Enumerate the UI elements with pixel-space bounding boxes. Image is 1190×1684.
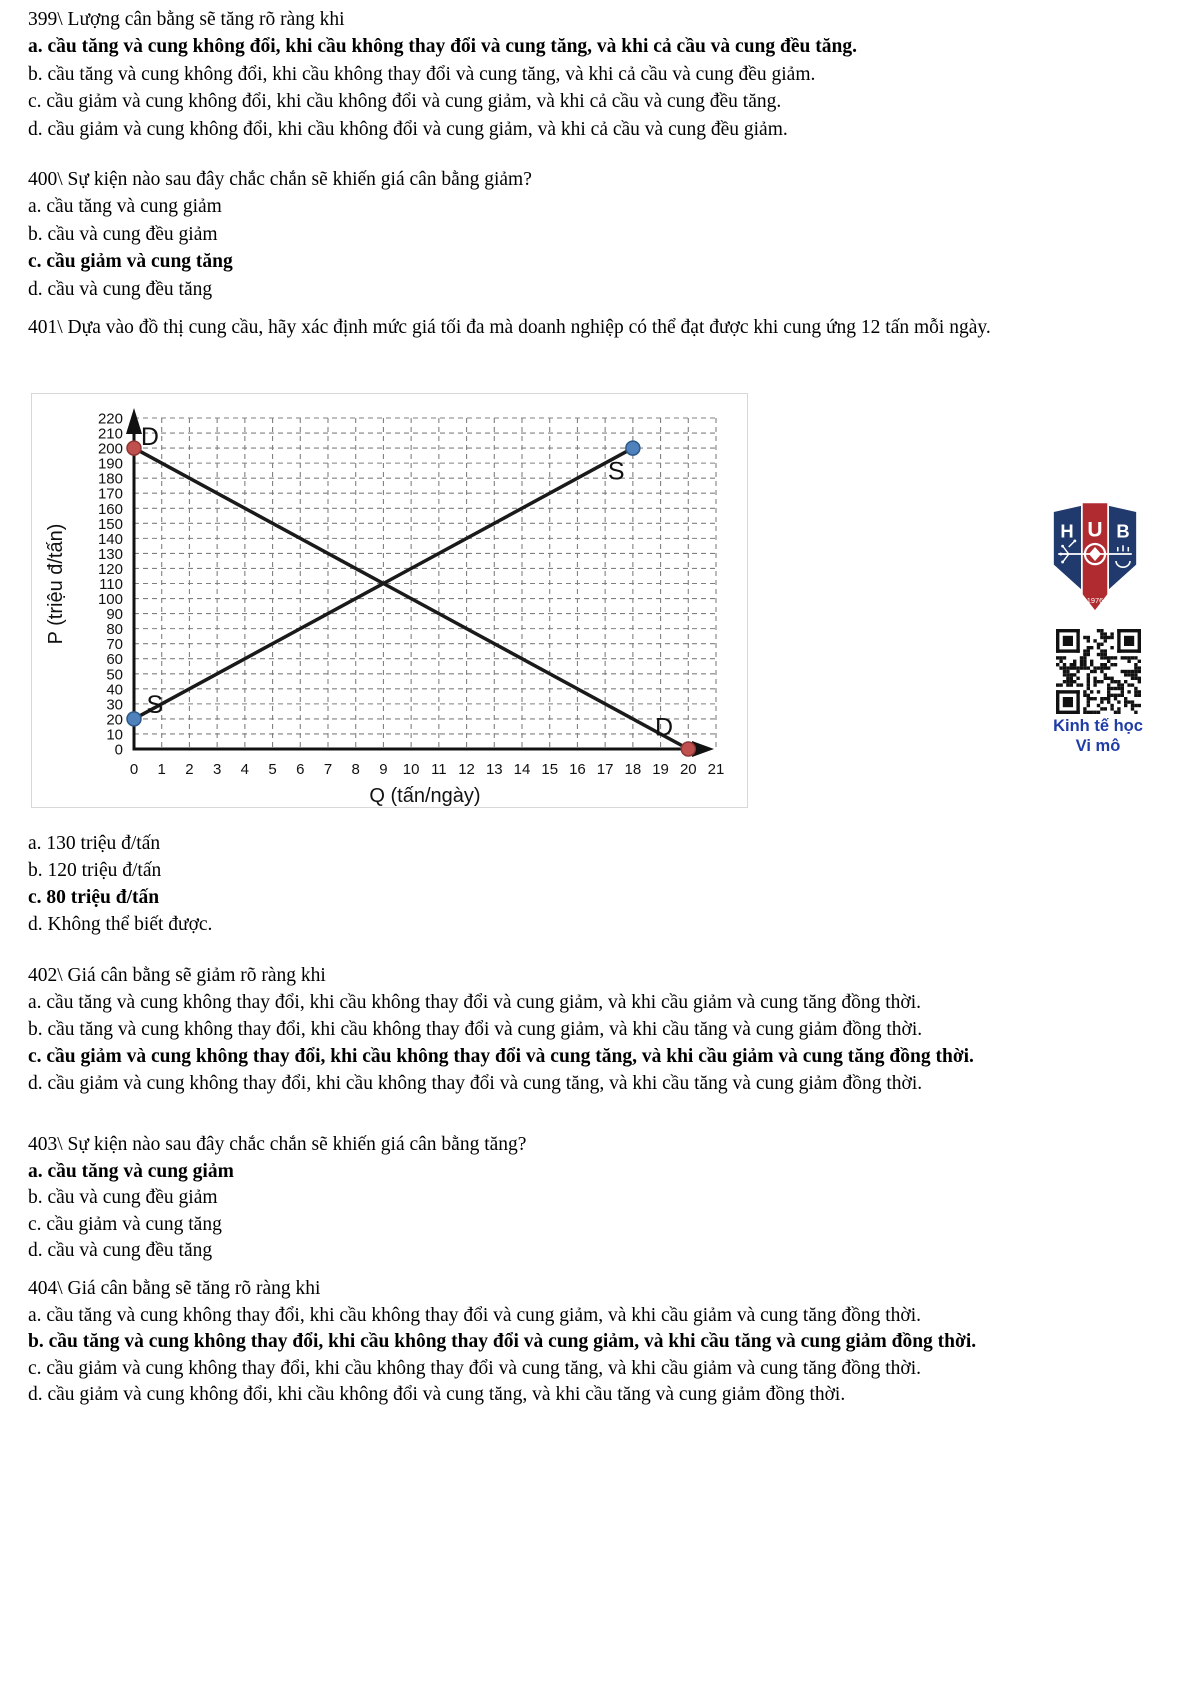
answer-option-a: a. cầu tăng và cung không thay đổi, khi cầu không thay đổi và cung giảm, và khi cầu giảm và cung tăng đồng thời. <box>28 992 922 1013</box>
svg-text:80: 80 <box>106 621 123 639</box>
answer-option-d: d. cầu và cung đều tăng <box>28 1240 213 1261</box>
question-title: 402\ Giá cân bằng sẽ giảm rõ ràng khi <box>28 965 326 986</box>
svg-text:120: 120 <box>97 560 123 578</box>
svg-text:0: 0 <box>114 741 123 759</box>
question-block-403 <box>28 1132 1074 1265</box>
svg-text:130: 130 <box>97 545 123 563</box>
svg-text:1: 1 <box>157 761 166 778</box>
course-caption-line2: Vi mô <box>1075 737 1121 755</box>
answer-option-c: c. cầu giảm và cung không thay đổi, khi cầu không thay đổi và cung tăng, và khi cầu giảm và cung tăng đồng thời. <box>28 1357 922 1379</box>
svg-text:200: 200 <box>97 440 123 458</box>
svg-text:15: 15 <box>541 761 559 778</box>
svg-text:13: 13 <box>485 761 503 778</box>
svg-text:S: S <box>146 690 164 719</box>
svg-text:70: 70 <box>106 636 123 654</box>
svg-text:40: 40 <box>106 681 123 699</box>
svg-text:220: 220 <box>97 410 123 428</box>
svg-text:14: 14 <box>513 761 531 778</box>
svg-text:P (triệu đ/tấn): P (triệu đ/tấn) <box>45 523 67 645</box>
chart-svg <box>32 394 747 807</box>
svg-text:5: 5 <box>268 761 277 778</box>
svg-text:16: 16 <box>569 761 586 778</box>
course-caption <box>1008 716 1188 756</box>
svg-text:180: 180 <box>97 470 123 488</box>
answer-option-c: c. cầu giảm và cung không đổi, khi cầu không đổi và cung giảm, và khi cả cầu và cung đều tăng. <box>28 91 782 113</box>
svg-text:100: 100 <box>97 591 123 609</box>
course-caption-line1: Kinh tế học <box>1053 717 1143 735</box>
svg-text:170: 170 <box>97 485 123 503</box>
svg-text:90: 90 <box>106 606 123 624</box>
question-title: 400\ Sự kiện nào sau đây chắc chắn sẽ khiến giá cân bằng giảm? <box>28 169 532 190</box>
svg-text:Q (tấn/ngày): Q (tấn/ngày) <box>369 785 481 807</box>
question-title: 403\ Sự kiện nào sau đây chắc chắn sẽ khiến giá cân bằng tăng? <box>28 1134 527 1155</box>
svg-text:3: 3 <box>212 761 222 778</box>
answer-option-c: c. cầu giảm và cung tăng <box>28 251 233 273</box>
logo-letter-u: U <box>1087 518 1103 542</box>
answer-option-a: a. cầu tăng và cung không thay đổi, khi cầu không thay đổi và cung giảm, và khi cầu giảm và cung tăng đồng thời. <box>28 1304 922 1326</box>
answer-option-c: c. 80 triệu đ/tấn <box>28 887 160 908</box>
question-block-401-title <box>28 314 1074 341</box>
answer-option-b: b. cầu tăng và cung không thay đổi, khi cầu không thay đổi và cung giảm, và khi cầu tăng và cung giảm đồng thời. <box>28 1019 923 1040</box>
answer-option-d: d. Không thể biết được. <box>28 914 213 935</box>
answer-option-d: d. cầu giảm và cung không đổi, khi cầu không đổi và cung tăng, và khi cầu tăng và cung giảm đồng thời. <box>28 1384 846 1405</box>
answer-option-b: b. cầu tăng và cung không thay đổi, khi cầu không thay đổi và cung giảm, và khi cầu tăng và cung giảm đồng thời. <box>28 1331 977 1352</box>
question-block-400 <box>28 166 1074 303</box>
svg-text:10: 10 <box>402 761 420 778</box>
answer-option-a: a. cầu tăng và cung giảm <box>28 196 222 218</box>
svg-text:0: 0 <box>129 761 139 778</box>
question-block-404 <box>28 1276 1074 1409</box>
svg-text:21: 21 <box>707 761 725 778</box>
answer-option-a: a. 130 triệu đ/tấn <box>28 833 161 854</box>
svg-text:150: 150 <box>97 515 123 533</box>
svg-text:190: 190 <box>97 455 123 473</box>
question-block-402 <box>28 962 1074 1097</box>
svg-text:17: 17 <box>596 761 614 778</box>
svg-text:2: 2 <box>185 761 194 778</box>
svg-text:4: 4 <box>240 761 250 778</box>
svg-text:D: D <box>140 423 159 452</box>
svg-text:7: 7 <box>323 761 333 778</box>
answer-option-d: d. cầu và cung đều tăng <box>28 278 213 300</box>
logo-left-panel <box>1054 506 1081 589</box>
answer-option-c: c. cầu giảm và cung không thay đổi, khi cầu không thay đổi và cung tăng, và khi cầu giảm và cung tăng đồng thời. <box>28 1046 974 1067</box>
answer-option-d: d. cầu giảm và cung không thay đổi, khi cầu không thay đổi và cung tăng, và khi cầu tăng và cung giảm đồng thời. <box>28 1073 923 1094</box>
svg-text:6: 6 <box>296 761 305 778</box>
logo-year: 1976 <box>1086 596 1104 606</box>
svg-text:50: 50 <box>106 666 123 684</box>
svg-text:110: 110 <box>99 576 123 593</box>
svg-text:20: 20 <box>106 711 123 729</box>
svg-text:11: 11 <box>431 761 447 778</box>
question-block-401-options <box>28 830 1074 938</box>
answer-option-b: b. cầu và cung đều giảm <box>28 223 218 245</box>
svg-text:10: 10 <box>106 726 123 744</box>
svg-text:30: 30 <box>106 696 123 714</box>
svg-text:20: 20 <box>679 761 697 778</box>
svg-text:8: 8 <box>351 761 360 778</box>
svg-text:19: 19 <box>652 761 669 778</box>
svg-text:210: 210 <box>97 425 123 443</box>
hub-university-logo <box>1051 498 1139 625</box>
svg-text:D: D <box>655 713 674 742</box>
question-title: 399\ Lượng cân bằng sẽ tăng rõ ràng khi <box>28 9 345 30</box>
answer-option-d: d. cầu giảm và cung không đổi, khi cầu không đổi và cung giảm, và khi cả cầu và cung đều giảm. <box>28 118 788 140</box>
supply-demand-chart <box>31 393 748 808</box>
svg-text:9: 9 <box>379 761 388 778</box>
svg-text:60: 60 <box>106 651 123 669</box>
question-block-399 <box>28 6 1074 143</box>
answer-option-b: b. cầu tăng và cung không đổi, khi cầu không thay đổi và cung tăng, và khi cả cầu và cung đều giảm. <box>28 63 816 85</box>
qr-code-svg <box>1056 629 1141 714</box>
svg-text:18: 18 <box>624 761 642 778</box>
svg-text:12: 12 <box>458 761 475 778</box>
answer-option-a: a. cầu tăng và cung giảm <box>28 1160 234 1182</box>
svg-text:S: S <box>607 457 625 486</box>
svg-text:140: 140 <box>97 530 123 548</box>
question-title: 404\ Giá cân bằng sẽ tăng rõ ràng khi <box>28 1278 321 1299</box>
answer-option-c: c. cầu giảm và cung tăng <box>28 1213 222 1235</box>
question-title: 401\ Dựa vào đồ thị cung cầu, hãy xác định mức giá tối đa mà doanh nghiệp có thể đạt được khi cung ứng 12 tấn mỗi ngày. <box>28 317 991 338</box>
logo-letter-h: H <box>1060 520 1074 542</box>
qr-code <box>1056 629 1141 714</box>
logo-letter-b: B <box>1116 520 1130 542</box>
answer-option-b: b. cầu và cung đều giảm <box>28 1187 218 1208</box>
answer-option-a: a. cầu tăng và cung không đổi, khi cầu không thay đổi và cung tăng, và khi cả cầu và cung đều tăng. <box>28 36 857 58</box>
svg-text:160: 160 <box>97 500 123 518</box>
answer-option-b: b. 120 triệu đ/tấn <box>28 860 162 881</box>
